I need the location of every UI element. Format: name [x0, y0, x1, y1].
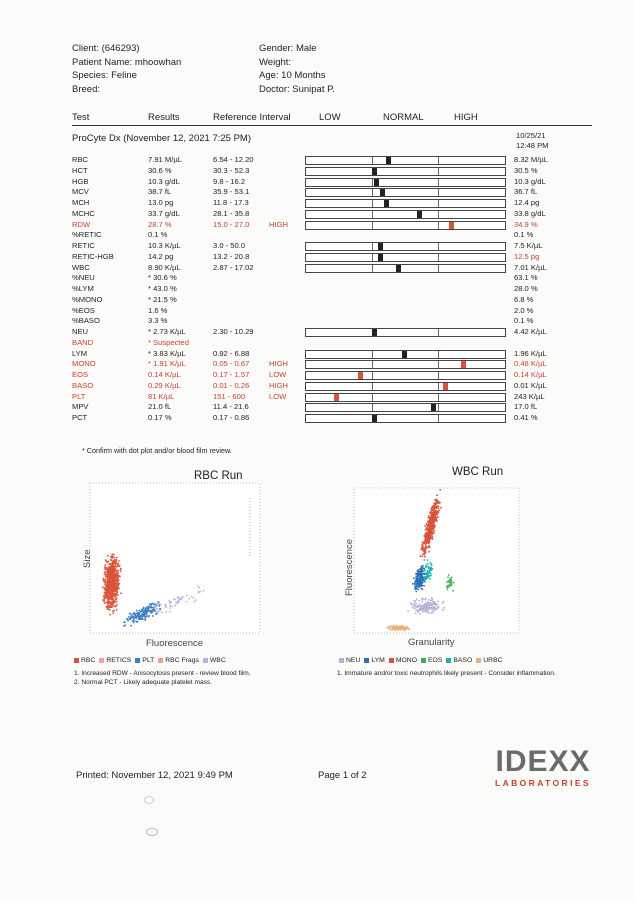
- legend-entry: [364, 657, 386, 664]
- range-bar: [305, 253, 506, 262]
- previous-value: 63.1 %: [514, 273, 538, 283]
- legend-label: MONO: [395, 657, 417, 664]
- range-marker: [378, 254, 383, 261]
- weight: Weight:: [259, 56, 292, 68]
- test-name: MCH: [72, 198, 90, 207]
- result-value: 3.3 %: [148, 316, 168, 326]
- range-marker: [378, 243, 383, 250]
- rbc-run-title: RBC Run: [194, 470, 243, 482]
- footnote: * Confirm with dot plot and/or blood film review.: [82, 446, 232, 455]
- legend-entry: [135, 657, 156, 664]
- legend-swatch: [476, 658, 481, 663]
- previous-value: 0.01 K/µL: [514, 380, 547, 390]
- legend-entry: [74, 657, 97, 664]
- page-number: Page 1 of 2: [318, 770, 367, 781]
- range-marker: [372, 415, 377, 422]
- legend-swatch: [446, 658, 451, 663]
- legend-swatch: [339, 658, 344, 663]
- range-bar: [305, 264, 506, 273]
- patient-info-right: [259, 42, 335, 96]
- reference-range: 30.3 - 52.3: [213, 165, 250, 175]
- result-value: 81 K/µL: [148, 391, 175, 401]
- previous-value: 6.8 %: [514, 294, 534, 304]
- legend-entry: [476, 657, 504, 664]
- result-value: 0.29 K/µL: [148, 380, 181, 390]
- previous-value: 0.41 %: [514, 413, 538, 422]
- reference-range: 0.01 - 0.26: [213, 380, 250, 390]
- legend-label: WBC: [209, 657, 226, 664]
- test-name: MCV: [72, 187, 89, 197]
- range-bar: [305, 371, 506, 380]
- species: Species: Feline: [72, 70, 137, 81]
- range-bar: [305, 199, 506, 208]
- reference-range: 11.8 - 17.3: [213, 198, 249, 207]
- range-bar: [305, 210, 506, 219]
- legend-swatch: [203, 658, 208, 663]
- logo-wordmark: IDEXX: [495, 745, 591, 778]
- range-marker: [380, 189, 385, 196]
- previous-value: 36.7 fL: [514, 187, 538, 197]
- range-marker: [443, 383, 448, 390]
- test-name: %EOS: [72, 305, 95, 315]
- result-value: 0.17 %: [148, 413, 172, 422]
- rbc-xlabel: Fluorescence: [146, 638, 204, 649]
- flag: LOW: [269, 370, 287, 379]
- previous-value: 33.8 g/dL: [514, 208, 546, 218]
- previous-value: 0.48 K/µL: [514, 359, 547, 369]
- previous-value: 12.4 pg: [514, 198, 540, 207]
- range-marker: [334, 394, 339, 401]
- legend-swatch: [364, 658, 369, 663]
- test-name: HGB: [72, 176, 89, 186]
- legend-label: RBC: [81, 657, 96, 664]
- reference-range: 2.30 - 10.29: [213, 327, 254, 336]
- rbc-ylabel: Size: [82, 549, 93, 568]
- reference-range: 0.17 - 0.86: [213, 413, 250, 422]
- logo-tagline: LABORATORIES: [494, 778, 591, 788]
- rbc-note: 1. Increased RDW - Anisocytosis present - review blood film.: [74, 670, 251, 677]
- range-marker: [461, 361, 466, 368]
- result-value: * 30.6 %: [148, 273, 177, 283]
- range-marker: [374, 179, 379, 186]
- reference-range: 15.0 - 27.0: [213, 219, 250, 229]
- result-value: 10.3 g/dL: [148, 176, 180, 186]
- wbc-legend: [339, 657, 507, 664]
- column-header: [72, 112, 592, 124]
- idexx-logo: [488, 745, 598, 788]
- range-marker: [372, 329, 377, 336]
- reference-range: 35.9 - 53.1: [213, 187, 250, 197]
- test-name: PCT: [72, 413, 88, 422]
- col-results: Results: [148, 112, 180, 123]
- range-marker: [402, 351, 407, 358]
- test-name: NEU: [72, 327, 89, 336]
- header-divider: [72, 125, 592, 126]
- previous-value: 12.5 pg: [514, 251, 540, 261]
- result-value: 0.1 %: [148, 230, 168, 240]
- result-value: 30.6 %: [148, 165, 172, 175]
- table-row: [72, 230, 592, 241]
- smudge: [144, 796, 154, 804]
- range-bar: [305, 188, 506, 197]
- col-normal: NORMAL: [383, 112, 424, 123]
- range-bar: [305, 167, 506, 176]
- range-marker: [372, 168, 377, 175]
- range-bar: [305, 414, 506, 423]
- col-high: HIGH: [454, 112, 478, 123]
- wbc-xlabel: Granularity: [408, 637, 455, 648]
- result-value: * 43.0 %: [148, 284, 177, 293]
- range-bar: [305, 403, 506, 412]
- result-value: 13.0 pg: [148, 198, 174, 207]
- col-low: LOW: [319, 112, 341, 123]
- previous-value: 0.1 %: [514, 316, 534, 326]
- range-bar: [305, 242, 506, 251]
- reference-range: 0.92 - 6.88: [213, 348, 250, 358]
- table-row: [72, 338, 592, 349]
- smudge: [146, 828, 158, 836]
- test-name: MPV: [72, 402, 89, 412]
- legend-label: EOS: [428, 657, 443, 664]
- legend-label: PLT: [142, 657, 155, 664]
- range-marker: [449, 222, 454, 229]
- range-bar: [305, 156, 506, 165]
- legend-label: RBC Frags: [165, 657, 199, 664]
- patient-name: Patient Name: mhoowhan: [72, 56, 182, 68]
- test-name: %LYM: [72, 284, 94, 293]
- test-name: EOS: [72, 370, 89, 379]
- rbc-note: 2. Normal PCT - Likely adequate platelet mass.: [74, 679, 213, 686]
- rbc-legend: [74, 657, 230, 664]
- result-value: * 2.73 K/µL: [148, 327, 186, 336]
- reference-range: 151 - 600: [213, 391, 246, 401]
- previous-value: 8.32 M/µL: [514, 155, 548, 164]
- flag: HIGH: [269, 359, 288, 369]
- range-bar: [305, 178, 506, 187]
- result-value: 1.6 %: [148, 305, 168, 315]
- legend-label: BASO: [453, 657, 473, 664]
- previous-value: 10.3 g/dL: [514, 176, 546, 186]
- reference-range: 9.8 - 16.2: [213, 176, 246, 186]
- table-row: [72, 273, 592, 284]
- previous-value: 30.5 %: [514, 165, 538, 175]
- range-marker: [386, 157, 391, 164]
- table-row: [72, 295, 592, 306]
- result-value: * 1.91 K/µL: [148, 359, 186, 369]
- range-marker: [358, 372, 363, 379]
- legend-entry: [389, 657, 419, 664]
- legend-entry: [446, 657, 474, 664]
- legend-entry: [158, 657, 201, 664]
- rbc-notes: [74, 669, 251, 687]
- test-name: RETIC: [72, 241, 95, 250]
- test-name: LYM: [72, 348, 88, 358]
- prev-time: 12:48 PM: [516, 141, 549, 150]
- previous-value: 0.1 %: [514, 230, 534, 240]
- table-row: [72, 284, 592, 295]
- client-id: Client: (646293): [72, 43, 140, 54]
- test-name: MONO: [72, 359, 96, 369]
- range-bar: [305, 360, 506, 369]
- table-row: [72, 316, 592, 327]
- test-name: RDW: [72, 219, 91, 229]
- test-name: RBC: [72, 155, 89, 164]
- legend-swatch: [74, 658, 79, 663]
- range-bar: [305, 350, 506, 359]
- legend-label: URBC: [483, 657, 503, 664]
- previous-value: 28.0 %: [514, 284, 538, 293]
- result-value: 7.91 M/µL: [148, 155, 182, 164]
- flag: HIGH: [269, 219, 288, 229]
- range-bar: [305, 393, 506, 402]
- reference-range: 11.4 - 21.6: [213, 402, 249, 412]
- patient-info-left: [72, 42, 181, 96]
- col-test: Test: [72, 112, 90, 123]
- range-bar: [305, 328, 506, 337]
- doctor: Doctor: Sunipat P.: [259, 83, 335, 95]
- reference-range: 28.1 - 35.8: [213, 208, 250, 218]
- rbc-run-plot: [74, 478, 274, 653]
- legend-swatch: [135, 658, 140, 663]
- previous-value: 7.01 K/µL: [514, 262, 547, 272]
- test-name: MCHC: [72, 208, 95, 218]
- col-reference: Reference Interval: [213, 112, 291, 123]
- previous-value: 4.42 K/µL: [514, 327, 547, 336]
- legend-entry: [99, 657, 133, 664]
- legend-swatch: [421, 658, 426, 663]
- reference-range: 13.2 - 20.8: [213, 251, 250, 261]
- table-row: [72, 306, 592, 317]
- wbc-run-plot: [338, 478, 538, 643]
- legend-entry: [421, 657, 444, 664]
- test-name: BAND: [72, 337, 94, 347]
- result-value: 10.3 K/µL: [148, 241, 181, 250]
- range-marker: [384, 200, 389, 207]
- flag: LOW: [269, 391, 287, 401]
- legend-swatch: [389, 658, 394, 663]
- result-value: 14.2 pg: [148, 251, 174, 261]
- legend-entry: [203, 657, 228, 664]
- result-value: * 3.83 K/µL: [148, 348, 186, 358]
- test-name: RETIC-HGB: [72, 251, 114, 261]
- previous-value: 243 K/µL: [514, 391, 545, 401]
- result-value: * 21.5 %: [148, 294, 177, 304]
- printed-timestamp: Printed: November 12, 2021 9:49 PM: [76, 770, 233, 781]
- test-name: BASO: [72, 380, 94, 390]
- range-marker: [396, 265, 401, 272]
- previous-value: 0.14 K/µL: [514, 370, 547, 379]
- wbc-note: 1. Immature and/or toxic neutrophils likely present - Consider inflammation.: [337, 670, 556, 677]
- test-name: %NEU: [72, 273, 95, 283]
- previous-value: 34.9 %: [514, 219, 538, 229]
- test-name: PLT: [72, 391, 86, 401]
- previous-value: 2.0 %: [514, 305, 534, 315]
- gender: Gender: Male: [259, 43, 317, 54]
- test-name: WBC: [72, 262, 90, 272]
- wbc-run-title: WBC Run: [452, 466, 504, 478]
- result-value: 38.7 fL: [148, 187, 172, 197]
- legend-swatch: [158, 658, 163, 663]
- legend-entry: [339, 657, 362, 664]
- legend-label: NEU: [346, 657, 361, 664]
- range-marker: [417, 211, 422, 218]
- previous-value: 17.0 fL: [514, 402, 538, 412]
- result-value: * Suspected: [148, 337, 189, 347]
- previous-value: 7.5 K/µL: [514, 241, 543, 250]
- test-name: %MONO: [72, 294, 103, 304]
- reference-range: 3.0 - 50.0: [213, 241, 246, 250]
- flag: HIGH: [269, 380, 288, 390]
- run-title: ProCyte Dx (November 12, 2021 7:25 PM): [72, 133, 251, 144]
- wbc-notes: [337, 669, 556, 678]
- legend-label: RETICS: [106, 657, 132, 664]
- result-value: 8.90 K/µL: [148, 262, 181, 272]
- test-name: HCT: [72, 165, 88, 175]
- reference-range: 2.87 - 17.02: [213, 262, 254, 272]
- legend-swatch: [99, 658, 104, 663]
- result-value: 33.7 g/dL: [148, 208, 180, 218]
- previous-value: 1.96 K/µL: [514, 348, 547, 358]
- breed: Breed:: [72, 83, 100, 95]
- reference-range: 0.17 - 1.57: [213, 370, 250, 379]
- range-bar: [305, 382, 506, 391]
- result-value: 28.7 %: [148, 219, 172, 229]
- legend-label: LYM: [371, 657, 385, 664]
- prev-date: 10/25/21: [516, 131, 546, 140]
- test-name: %BASO: [72, 316, 100, 326]
- reference-range: 6.54 - 12.20: [213, 155, 254, 164]
- result-value: 21.0 fL: [148, 402, 172, 412]
- range-marker: [431, 404, 436, 411]
- range-bar: [305, 221, 506, 230]
- result-value: 0.14 K/µL: [148, 370, 181, 379]
- previous-run-date: [516, 131, 549, 151]
- wbc-ylabel: Fluorescence: [344, 538, 355, 596]
- age: Age: 10 Months: [259, 70, 326, 81]
- reference-range: 0.05 - 0.67: [213, 359, 250, 369]
- test-name: %RETIC: [72, 230, 102, 240]
